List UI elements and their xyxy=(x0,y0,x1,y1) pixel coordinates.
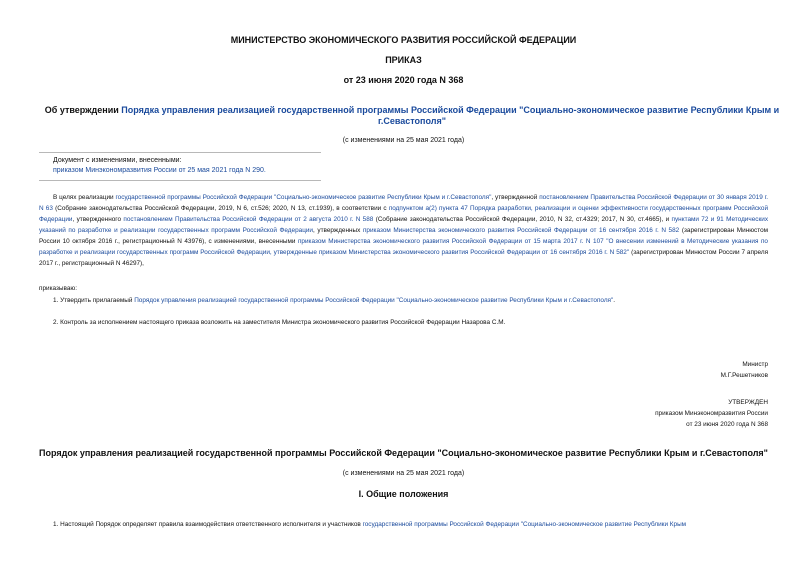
link-subparagraph-47[interactable]: подпунктом а(2) пункта 47 Порядка разработки, реализации и оценки xyxy=(388,205,599,212)
title-link[interactable]: Порядка управления реализацией государственной программы Российской Федерации "Социально-экономическое развитие Республики Крым и xyxy=(121,105,780,115)
link-ministry-order-107-title[interactable]: экономического развития Российской Федерации от 15 марта 2017 г. N 107 "О внесении изменений в Методические указания по разработке и реализации государственных программ Российской Федерации, xyxy=(39,238,768,256)
document-title xyxy=(42,105,782,127)
link-government-decree-588[interactable]: постановлением Правительства Российской Федерации от 2 августа 2010 г. N 588 xyxy=(123,216,374,223)
approval-line-2: от 23 июня 2020 года N 368 xyxy=(686,421,768,428)
procedure-link[interactable]: Порядок управления реализацией государственной программы Российской Федерации "Социально-экономическое развитие Республики Крым и г.Севастополя" xyxy=(134,297,614,304)
doc-type: ПРИКАЗ xyxy=(385,55,422,65)
link-ministry-order-107[interactable]: приказом Министерства xyxy=(297,238,371,245)
procedure-title: Порядок управления реализацией государственной программы Российской Федерации "Социально-экономическое развитие Республики Крым и г.Севастополя" xyxy=(39,448,768,458)
link-government-decree-63-date[interactable]: Федерации от 30 января 2019 г. N 63 xyxy=(39,194,768,212)
divider-top xyxy=(39,152,321,153)
amendment-note-2: (с изменениями на 25 мая 2021 года) xyxy=(342,470,465,477)
link-government-decree-63[interactable]: постановлением Правительства Российской xyxy=(539,194,672,201)
signature-role: Министр xyxy=(742,361,768,368)
changes-label: Документ с изменениями, внесенными: xyxy=(53,157,182,164)
paragraph-1: 1. Настоящий Порядок определяет правила взаимодействия ответственного исполнителя и участников государственной программы Российской Федерации "Социально-экономическое развитие Республики Крым xyxy=(53,521,687,528)
title-link-continued[interactable]: г.Севастополя" xyxy=(377,116,446,126)
preamble-paragraph: В целях реализации государственной программы Российской Федерации "Социально-экономическое развитие Республики Крым и г.Севастополя", утвержденной постановлением Правительства Российской Федерации от 30 января 2019 г. N 63 (Собрание законодательства Российской Федерации, 2019, N 6, ст.526; 2020, N 13, ст.1939), в соответствии с подпунктом а(2) пункта 47 Порядка разработки, реализации и оценки эффективности государственных программ Российской Федерации, утвержденного постановлением Правительства Российской Федерации от 2 августа 2010 г. N 588 (Собрание законодательства Российской Федерации, 2010, N 32, ст.4329; 2017, N 30, ст.4665), и пунктами 72 и 91 Методических указаний по разработке и реализации государственных программ Российской Федерации, утвержденных приказом Министерства экономического развития Российской Федерации от 16 сентября 2016 г. N 582 (зарегистрирован Минюстом России 10 октября 2016 г., регистрационный N 43976), с изменениями, внесенными приказом Министерства экономического развития Российской Федерации от 15 марта 2017 г. N 107 "О внесении изменений в Методические указания по разработке и реализации государственных программ Российской Федерации, утвержденные приказом Министерства экономического развития Российской Федерации от 16 сентября 2016 г. N 582" (зарегистрирован Минюстом России 7 апреля 2017 г., регистрационный N 46297), xyxy=(39,194,769,267)
amendment-note: (с изменениями на 25 мая 2021 года) xyxy=(342,137,465,144)
ministry-title: МИНИСТЕРСТВО ЭКОНОМИЧЕСКОГО РАЗВИТИЯ РОССИЙСКОЙ ФЕДЕРАЦИИ xyxy=(230,35,577,45)
approval-stamp xyxy=(655,397,768,430)
approval-label: УТВЕРЖДЕН xyxy=(728,399,768,406)
approval-line-1: приказом Минэкономразвития России xyxy=(655,410,768,417)
link-ministry-order-582[interactable]: приказом Министерства xyxy=(362,227,436,234)
order-word: приказываю: xyxy=(39,285,77,292)
link-effectiveness-procedure[interactable]: эффективности государственных программ Российской Федерации xyxy=(39,205,769,223)
signature-block xyxy=(721,359,768,381)
order-item-1: 1. Утвердить прилагаемый Порядок управления реализацией государственной программы Российской Федерации "Социально-экономическое развитие Республики Крым и г.Севастополя". xyxy=(53,297,616,304)
title-prefix: Об утверждении xyxy=(44,105,119,115)
link-ministry-order-107-title-end[interactable]: утвержденные приказом Министерства экономического развития Российской Федерации от 16 сентября 2016 г. N 582" xyxy=(273,249,630,256)
section-title: I. Общие положения xyxy=(358,489,449,499)
order-item-2: 2. Контроль за исполнением настоящего приказа возложить на заместителя Министра экономического развития Российской Федерации Назарова С.М. xyxy=(53,319,506,326)
signature-name: М.Г.Решетников xyxy=(720,372,768,379)
link-methodical-guidelines[interactable]: пунктами 72 и 91 Методических указаний по разработке и реализации государственных программ Российской Федерации xyxy=(39,216,769,234)
divider-bottom xyxy=(39,180,321,181)
state-program-link[interactable]: государственной программы Российской Федерации "Социально-экономическое развитие Республики Крым xyxy=(362,521,687,528)
link-ministry-order-582-date[interactable]: экономического развития Российской Федерации от 16 сентября 2016 г. N 582 xyxy=(438,227,680,234)
link-state-program[interactable]: государственной программы Российской Федерации "Социально-экономическое развитие Республики Крым и г.Севастополя" xyxy=(115,194,492,201)
changes-link[interactable]: приказом Минэкономразвития России от 25 мая 2021 года N 290. xyxy=(53,167,266,174)
doc-date-number: от 23 июня 2020 года N 368 xyxy=(343,75,464,85)
